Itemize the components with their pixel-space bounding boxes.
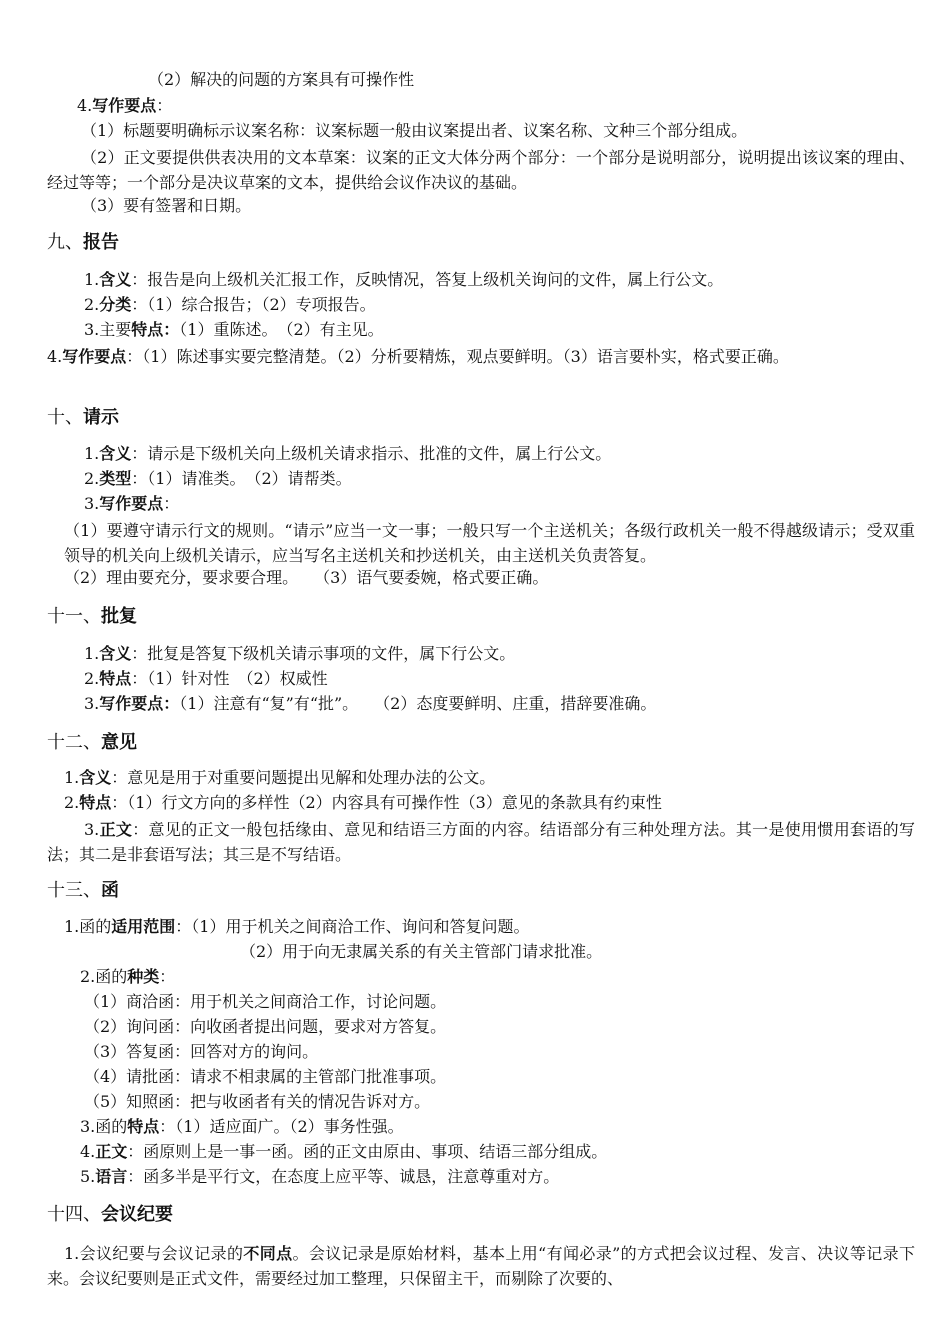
paragraph: 1.会议纪要与会议记录的不同点。会议记录是原始材料，基本上用“有闻必录”的方式把会议过程、发言、决议等记录下来。会议纪要则是正式文件，需要经过加工整理，只保留主干，而剔除了次要的、 (47, 1244, 915, 1288)
section-heading: 十、请示 (47, 407, 119, 428)
section-heading: 十二、意见 (47, 732, 137, 753)
paragraph: 5.语言：函多半是平行文，在态度上应平等、诚恳，注意尊重对方。 (80, 1167, 560, 1186)
paragraph: 1.含义：批复是答复下级机关请示事项的文件，属下行公文。 (84, 644, 516, 663)
section-heading: 九、报告 (47, 232, 119, 253)
paragraph: 1.含义：报告是向上级机关汇报工作，反映情况，答复上级机关询问的文件，属上行公文。 (84, 270, 724, 289)
paragraph: 4.正文：函原则上是一事一函。函的正文由原由、事项、结语三部分组成。 (80, 1142, 608, 1161)
list-item: （4）请批函：请求不相隶属的主管部门批准事项。 (84, 1067, 447, 1086)
paragraph: 2.类型：（1）请准类。 （2）请帮类。 (84, 469, 352, 488)
paragraph: （3）要有签署和日期。 (81, 196, 252, 215)
paragraph: 3.写作要点：（1）注意有“复”有“批”。 （2）态度要鲜明、庄重，措辞要准确。 (84, 694, 657, 713)
paragraph: 4.写作要点：（1）陈述事实要完整清楚。（2）分析要精炼，观点要鲜明。（3）语言要朴实，格式要正确。 (47, 347, 789, 366)
paragraph: 2.分类：（1）综合报告；（2）专项报告。 (84, 295, 376, 314)
paragraph: 1.函的适用范围：（1）用于机关之间商洽工作、询问和答复问题。 (64, 917, 530, 936)
paragraph: 2.特点：（1）行文方向的多样性（2）内容具有可操作性（3）意见的条款具有约束性 (64, 793, 662, 812)
paragraph: 2.特点：（1）针对性 （2）权威性 (84, 669, 328, 688)
paragraph: 3.主要特点：（1）重陈述。 （2）有主见。 (84, 320, 384, 339)
sub-heading: 2.函的种类： (80, 967, 176, 986)
paragraph: （1）标题要明确标示议案名称：议案标题一般由议案提出者、议案名称、文种三个部分组成。 (81, 121, 748, 140)
paragraph: （1）要遵守请示行文的规则。“请示”应当一文一事；一般只写一个主送机关；各级行政机关一般不得越级请示；受双重领导的机关向上级机关请示，应当写名主送机关和抄送机关，由主送机关负责答复。 (64, 521, 915, 565)
paragraph: 3.函的特点：（1）适应面广。（2）事务性强。 (80, 1117, 404, 1136)
list-item: （1）商洽函：用于机关之间商洽工作，讨论问题。 (84, 992, 447, 1011)
section-heading: 十一、批复 (47, 606, 137, 627)
paragraph: （2）理由要充分，要求要合理。 （3）语气要委婉，格式要正确。 (64, 568, 549, 587)
section-heading: 十四、会议纪要 (47, 1204, 173, 1225)
list-item: （2）询问函：向收函者提出问题，要求对方答复。 (84, 1017, 447, 1036)
paragraph: 1.含义：意见是用于对重要问题提出见解和处理办法的公文。 (64, 768, 496, 787)
sub-heading: 3.写作要点： (84, 494, 180, 513)
paragraph: （2）正文要提供供表决用的文本草案：议案的正文大体分两个部分：一个部分是说明部分，说明提出该议案的理由、经过等等；一个部分是决议草案的文本，提供给会议作决议的基础。 (47, 148, 915, 192)
item-line: （2）解决的问题的方案具有可操作性 (148, 70, 415, 89)
list-item: （5）知照函：把与收函者有关的情况告诉对方。 (84, 1092, 431, 1111)
paragraph: 3.正文：意见的正文一般包括缘由、意见和结语三方面的内容。结语部分有三种处理方法。其一是使用惯用套语的写法；其二是非套语写法；其三是不写结语。 (47, 820, 915, 864)
paragraph: 1.含义：请示是下级机关向上级机关请求指示、批准的文件，属上行公文。 (84, 444, 612, 463)
sub-heading: 4.写作要点： (77, 96, 173, 115)
list-item: （3）答复函：回答对方的询问。 (84, 1042, 319, 1061)
paragraph: （2）用于向无隶属关系的有关主管部门请求批准。 (240, 942, 603, 961)
section-heading: 十三、函 (47, 880, 119, 901)
